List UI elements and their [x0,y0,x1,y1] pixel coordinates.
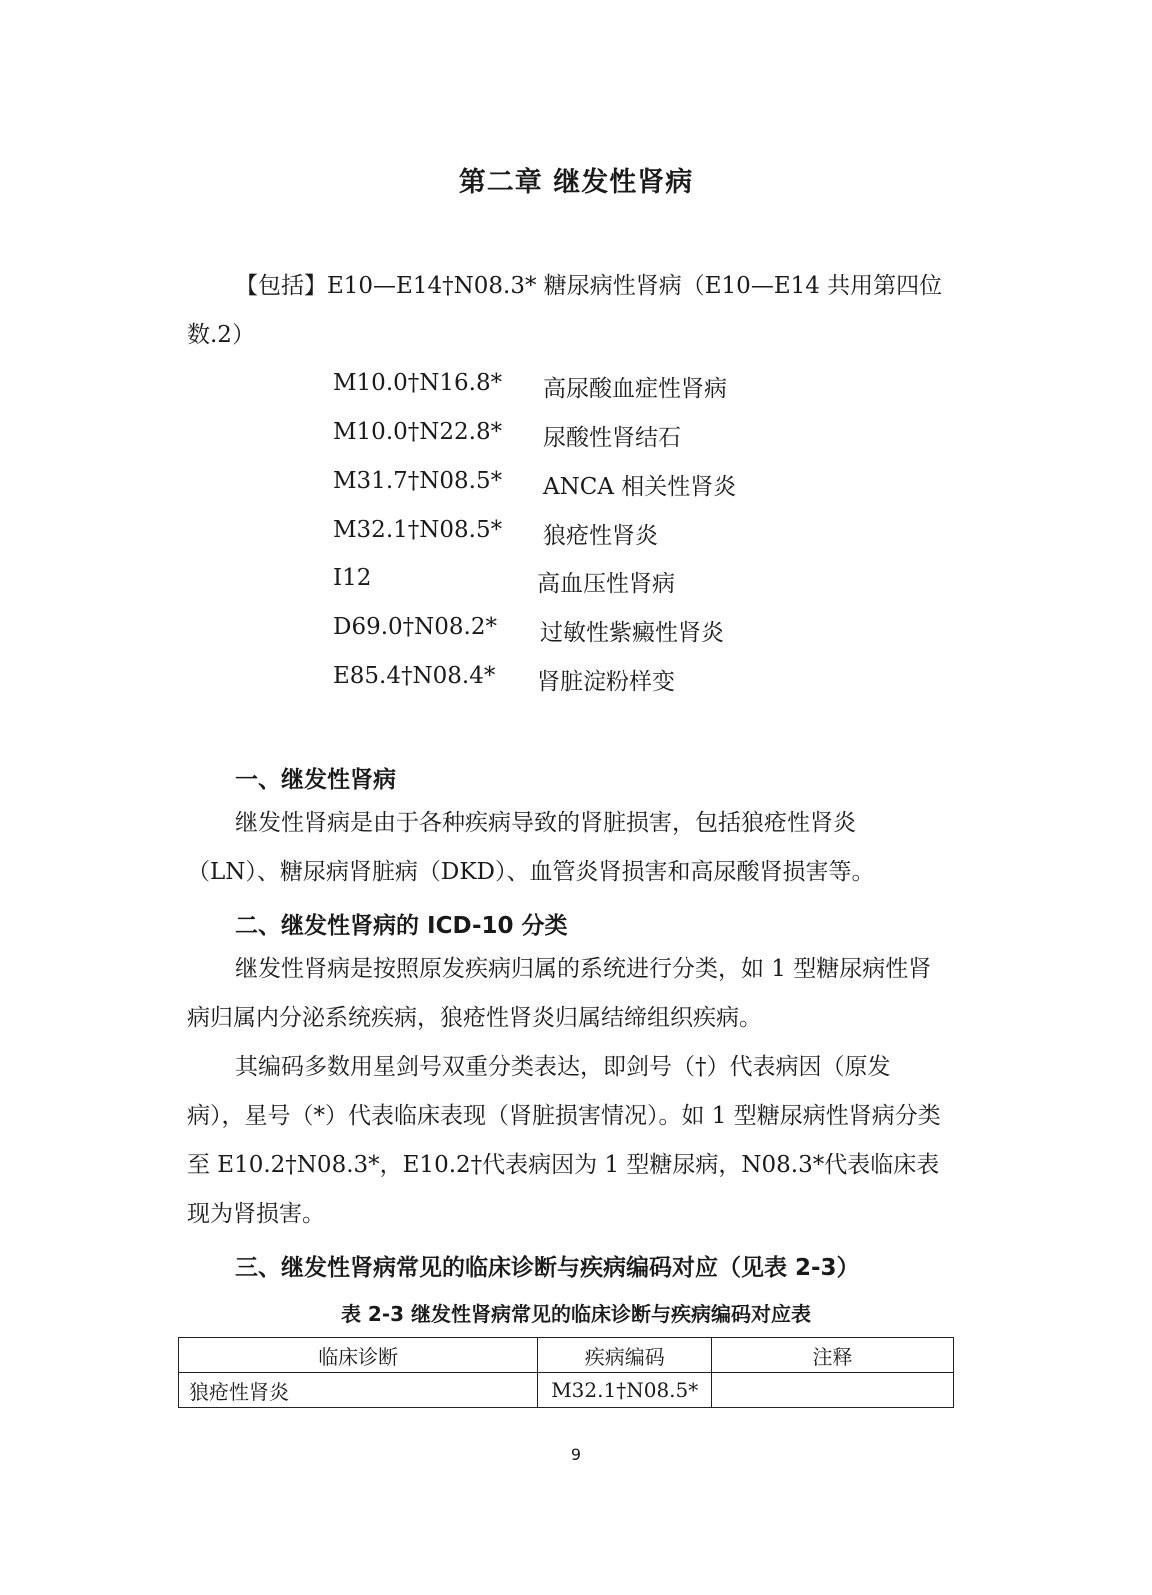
icd-code: M31.7†N08.5* [333,468,503,494]
icd-code: I12 [333,565,372,591]
table-cell [712,1373,954,1408]
diagnosis-name: ANCA 相关性肾炎 [543,474,737,500]
column-header: 临床诊断 [179,1338,538,1373]
diagnosis-name: 高尿酸血症性肾病 [543,376,727,402]
icd-code: M10.0†N22.8* [333,419,503,445]
icd-code: M32.1†N08.5* [333,517,503,543]
paragraph: 其编码多数用星剑号双重分类表达，即剑号（†）代表病因（原发病），星号（*）代表临床表现（肾脏损害情况）。如 1 型糖尿病性肾病分类至 E10.2†N08.3*，E10.2†代表病因为 1 型糖尿病，N08.3*代表临床表现为肾损害。 [187,1054,941,1227]
diagnosis-code-table [178,1337,954,1408]
diagnosis-name: 过敏性紫癜性肾炎 [540,620,724,646]
chapter-title: 第二章 继发性肾病 [458,167,694,198]
section-heading: 三、继发性肾病常见的临床诊断与疾病编码对应（见表 2-3） [235,1255,860,1281]
diagnosis-name: 尿酸性肾结石 [543,425,681,451]
table-caption: 表 2-3 继发性肾病常见的临床诊断与疾病编码对应表 [340,1302,812,1326]
paragraph: 继发性肾病是按照原发疾病归属的系统进行分类，如 1 型糖尿病性肾病归属内分泌系统疾病，狼疮性肾炎归属结缔组织疾病。 [187,956,932,1031]
section-heading: 一、继发性肾病 [235,767,396,793]
section-heading: 二、继发性肾病的 ICD-10 分类 [235,913,568,939]
table-header-row [179,1338,954,1373]
table-cell: 狼疮性肾炎 [179,1373,538,1408]
diagnosis-name: 狼疮性肾炎 [543,523,658,549]
column-header: 疾病编码 [538,1338,712,1373]
icd-code: E85.4†N08.4* [333,663,496,689]
diagnosis-name: 肾脏淀粉样变 [537,669,675,695]
icd-code: D69.0†N08.2* [333,614,497,640]
table-cell: M32.1†N08.5* [538,1373,712,1408]
icd-code: M10.0†N16.8* [333,370,503,396]
table-row [179,1373,954,1408]
column-header: 注释 [712,1338,954,1373]
paragraph: 继发性肾病是由于各种疾病导致的肾脏损害，包括狼疮性肾炎（LN）、糖尿病肾脏病（DKD）、血管炎肾损害和高尿酸肾损害等。 [187,810,875,885]
page-number: 9 [570,1445,582,1464]
diagnosis-name: 高血压性肾病 [537,571,675,597]
includes-lead: 【包括】E10—E14†N08.3* 糖尿病性肾病（E10—E14 共用第四位数.2） [187,273,943,348]
